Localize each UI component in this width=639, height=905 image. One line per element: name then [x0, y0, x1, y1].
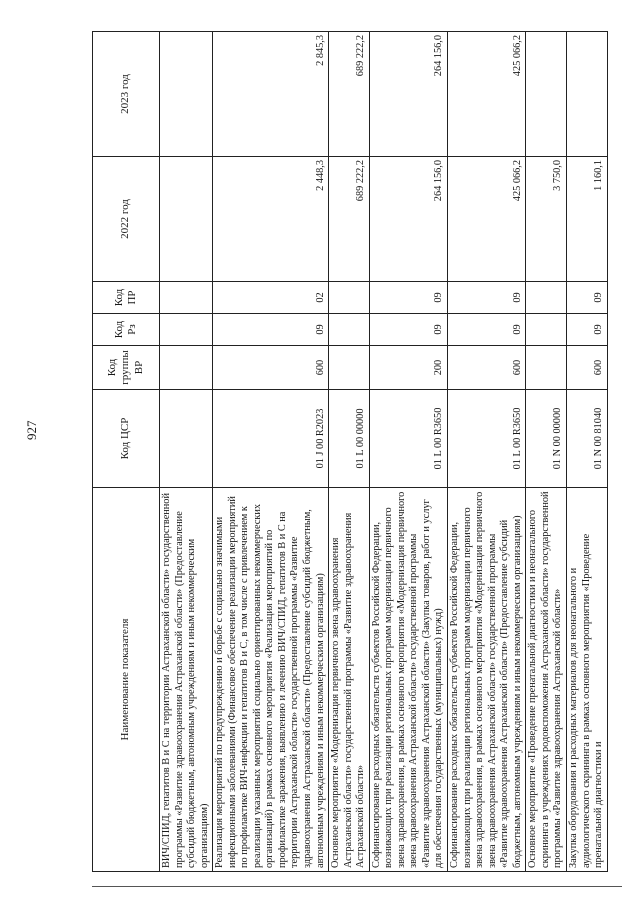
- row-vr: [160, 346, 213, 390]
- table-row: [160, 32, 213, 872]
- header-2023: 2023 год: [93, 32, 160, 157]
- row-2022: 689 222,2: [329, 157, 370, 282]
- budget-table-sheet: [92, 32, 622, 872]
- header-rz: Код Рз: [93, 314, 160, 346]
- row-name: Софинансирование расходных обязательств субъектов Российской Федерации, возникающих при реализации региональных программ модернизации первичного звена здравоохранения, в рамках основного мероприятия «Модернизация первичного звена здравоохранения Астраханской области» государственной программы «Развитие здравоохранения Астраханской области» (Предоставление субсидий бюджетным, автономным учреждениям и иным некоммерческим организациям): [448, 488, 526, 872]
- row-2023: [566, 32, 607, 157]
- row-csr: [160, 390, 213, 488]
- row-name: ВИЧ/СПИД, гепатитов В и С на территории Астраханской области» государственной программы «Развитие здравоохранения Астраханской области» (Предоставление субсидий бюджетным, автономным учреждениям и иным некоммерческим организациям): [160, 488, 213, 872]
- row-vr: [526, 346, 567, 390]
- table-row: [213, 32, 329, 872]
- row-pr: [329, 282, 370, 314]
- row-rz: 09: [213, 314, 329, 346]
- row-2022: 264 156,0: [369, 157, 447, 282]
- row-rz: [526, 314, 567, 346]
- row-2023: 689 222,2: [329, 32, 370, 157]
- row-rz: [160, 314, 213, 346]
- header-csr: Код ЦСР: [93, 390, 160, 488]
- row-pr: 09: [566, 282, 607, 314]
- row-vr: 600: [566, 346, 607, 390]
- row-rz: 09: [369, 314, 447, 346]
- row-2023: [160, 32, 213, 157]
- table-row: [448, 32, 526, 872]
- header-2022: 2022 год: [93, 157, 160, 282]
- row-vr: [329, 346, 370, 390]
- page-number: 927: [24, 420, 39, 440]
- row-2023: [526, 32, 567, 157]
- row-name: Софинансирование расходных обязательств субъектов Российской Федерации, возникающих при реализации региональных программ модернизации первичного звена здравоохранения, в рамках основного мероприятия «Модернизация первичного звена здравоохранения Астраханской области» государственной программы «Развитие здравоохранения Астраханской области» (Закупка товаров, работ и услуг для обеспечения государственных (муниципальных) нужд): [369, 488, 447, 872]
- row-name: Закупка оборудования и расходных материалов для неонатального и аудиологического скрининга в рамках основного мероприятия «Проведение пренатальной диагностики и: [566, 488, 607, 872]
- table-row: [526, 32, 567, 872]
- row-2022: 3 750,0: [526, 157, 567, 282]
- table-row: [566, 32, 607, 872]
- row-2022: 425 066,2: [448, 157, 526, 282]
- row-csr: 01 N 00 00000: [526, 390, 567, 488]
- header-pr: Код ПР: [93, 282, 160, 314]
- row-name: Основное мероприятие «Модернизация первичного звена здравоохранения Астраханской области» государственной программы «Развитие здравоохранения Астраханской области»: [329, 488, 370, 872]
- row-csr: 01 L 00 R3650: [369, 390, 447, 488]
- row-rz: 09: [448, 314, 526, 346]
- row-csr: 01 J 00 R2023: [213, 390, 329, 488]
- row-csr: 01 L 00 R3650: [448, 390, 526, 488]
- table-header-row: [93, 32, 160, 872]
- row-rz: [329, 314, 370, 346]
- row-pr: [160, 282, 213, 314]
- row-2022: 2 448,3: [213, 157, 329, 282]
- row-csr: 01 L 00 00000: [329, 390, 370, 488]
- row-2023: 264 156,0: [369, 32, 447, 157]
- row-csr: 01 N 00 81040: [566, 390, 607, 488]
- row-pr: [526, 282, 567, 314]
- header-name: Наименование показателя: [93, 488, 160, 872]
- row-vr: 600: [448, 346, 526, 390]
- row-name: Реализация мероприятий по предупреждению и борьбе с социально значимыми инфекционными заболеваниями (Финансовое обеспечение реализации мероприятий по профилактике ВИЧ-инфекции и гепатитов В и С, в том числе с привлечением к реализации указанных мероприятий социально ориентированных некоммерческих организаций) в рамках основного мероприятия «Реализация мероприятий по профилактике заражения, выявлению и лечению ВИЧ/СПИД, гепатитов В и С на территории Астраханской области» государственной программы «Развитие здравоохранения Астраханской области» (Предоставление субсидий бюджетным, автономным учреждениям и иным некоммерческим организациям): [213, 488, 329, 872]
- row-pr: 09: [448, 282, 526, 314]
- table-row: [369, 32, 447, 872]
- page-bottom-rule: [92, 886, 622, 887]
- row-pr: 02: [213, 282, 329, 314]
- header-vr: Код группы ВР: [93, 346, 160, 390]
- row-name: Основное мероприятие «Проведение пренатальной диагностики и неонатального скрининга в учреждениях родовспоможения Астраханской области» государственной программы «Развитие здравоохранения Астраханской области»: [526, 488, 567, 872]
- row-2022: [160, 157, 213, 282]
- row-pr: 09: [369, 282, 447, 314]
- row-rz: 09: [566, 314, 607, 346]
- row-vr: 600: [213, 346, 329, 390]
- table-row: [329, 32, 370, 872]
- row-2022: 1 160,1: [566, 157, 607, 282]
- row-vr: 200: [369, 346, 447, 390]
- row-2023: 425 066,2: [448, 32, 526, 157]
- row-2023: 2 845,3: [213, 32, 329, 157]
- budget-table: [92, 31, 608, 872]
